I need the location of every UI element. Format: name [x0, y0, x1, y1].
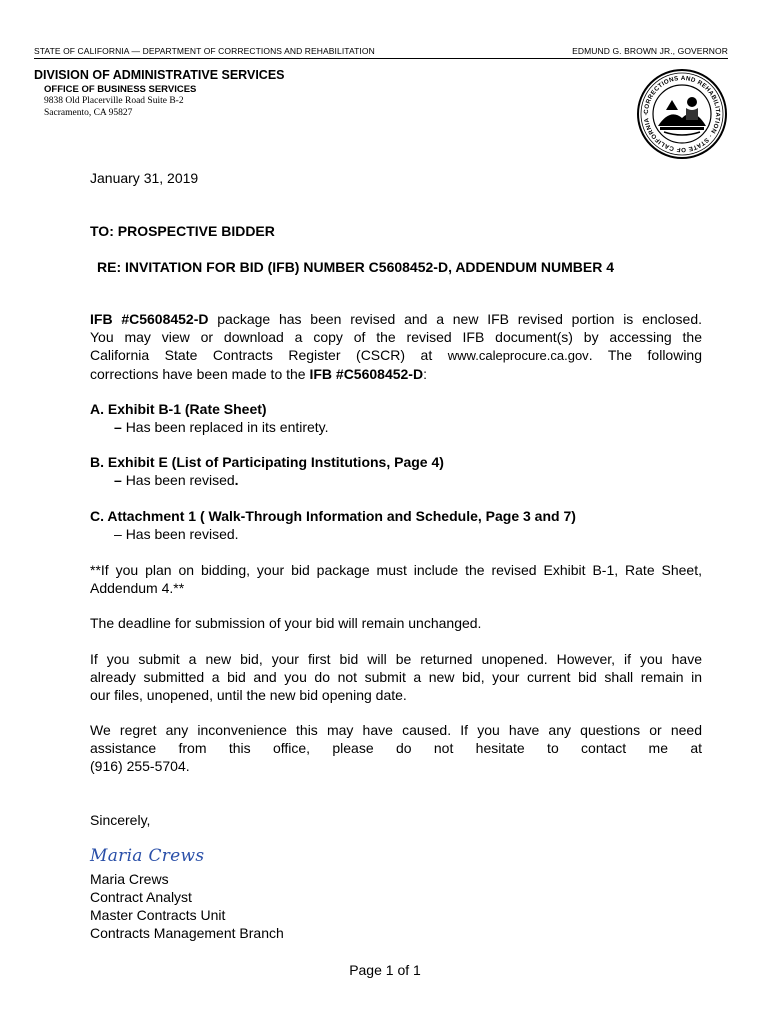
signer-name: Maria Crews [90, 871, 169, 887]
department-header: STATE OF CALIFORNIA — DEPARTMENT OF CORRECTIONS AND REHABILITATION [34, 46, 375, 56]
address-line-2: Sacramento, CA 95827 [44, 108, 133, 118]
correction-item-c: C. Attachment 1 ( Walk-Through Information and Schedule, Page 3 and 7) – Has been revised. [90, 508, 576, 542]
page-number: Page 1 of 1 [349, 962, 421, 978]
header-rule [34, 58, 728, 59]
regret-paragraph: We regret any inconvenience this may have caused. If you have any questions or need assistance from this office, please do not hesitate to contact me at (916) 255-5704. [90, 722, 702, 774]
signer-unit: Master Contracts Unit [90, 907, 226, 923]
signature-block [90, 870, 284, 942]
deadline-paragraph: The deadline for submission of your bid will remain unchanged. [90, 615, 482, 631]
bid-note: **If you plan on bidding, your bid package must include the revised Exhibit B-1, Rate Sheet, Addendum 4.** [90, 562, 702, 596]
signature: Maria Crews [90, 846, 205, 866]
intro-paragraph: IFB #C5608452-D package has been revised and a new IFB revised portion is enclosed. You may view or download a copy of the revised IFB document(s) by accessing the California State Contracts Register (CSCR) at www.caleprocure.ca.gov. The following corrections have been made to the IFB #C5608452-D: [90, 311, 703, 382]
signer-branch: Contracts Management Branch [90, 925, 284, 941]
governor-header: EDMUND G. BROWN JR., GOVERNOR [572, 46, 728, 56]
ifb-number: IFB #C5608452-D [90, 311, 209, 327]
svg-text:CORRECTIONS AND REHABILITATION: CORRECTIONS AND REHABILITATION · STATE OF CALIFORNIA · [642, 74, 722, 154]
resubmit-paragraph: If you submit a new bid, your first bid will be returned unopened. However, if you have already submitted a bid and you do not submit a new bid, your current bid shall remain in our files, unopened, until the new bid opening date. [90, 651, 702, 703]
office-name: OFFICE OF BUSINESS SERVICES [44, 84, 197, 95]
closing: Sincerely, [90, 812, 151, 828]
letter-subject: RE: INVITATION FOR BID (IFB) NUMBER C5608452-D, ADDENDUM NUMBER 4 [97, 259, 614, 275]
cscr-link[interactable]: www.caleprocure.ca.gov [447, 348, 589, 363]
division-title: DIVISION OF ADMINISTRATIVE SERVICES [34, 68, 285, 82]
letter-date: January 31, 2019 [90, 170, 199, 186]
state-seal-icon [636, 68, 728, 160]
correction-item-a: A. Exhibit B-1 (Rate Sheet) – Has been replaced in its entirety. [90, 401, 329, 435]
address-line-1: 9838 Old Placerville Road Suite B-2 [44, 96, 184, 106]
letter-recipient: TO: PROSPECTIVE BIDDER [90, 223, 275, 239]
signer-title: Contract Analyst [90, 889, 192, 905]
correction-item-b: B. Exhibit E (List of Participating Institutions, Page 4) – Has been revised. [90, 454, 444, 488]
